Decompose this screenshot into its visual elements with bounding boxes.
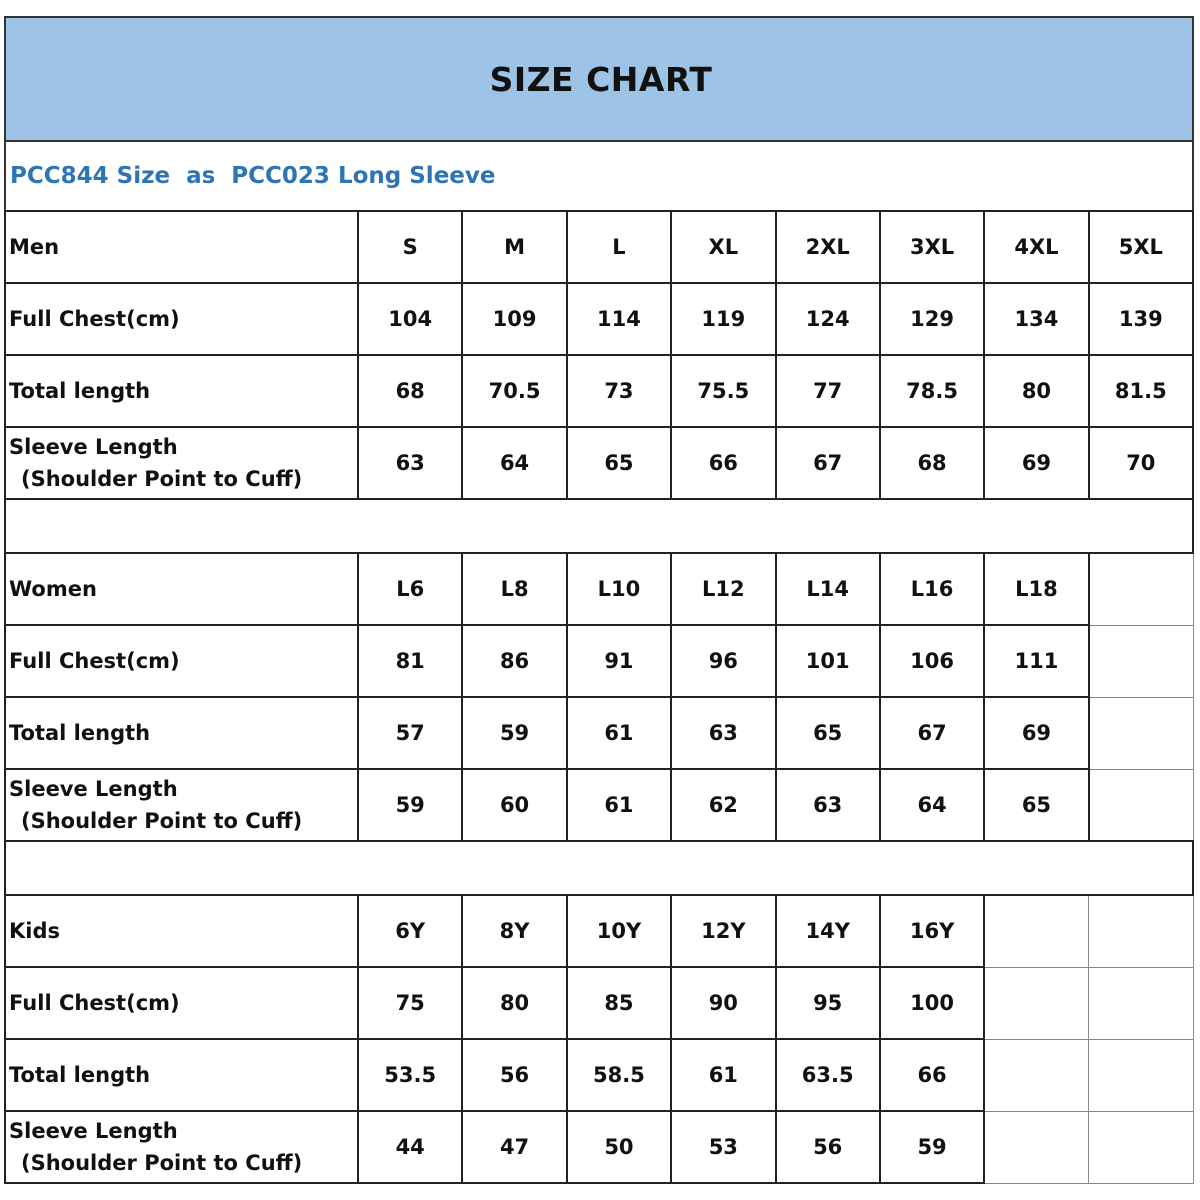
row-label (5, 625, 358, 697)
measurement-cell: 124 (776, 283, 880, 355)
size-header-cell: S (358, 211, 462, 283)
title-bar (4, 16, 1194, 142)
measurement-cell: 80 (984, 355, 1088, 427)
measurement-cell (984, 967, 1088, 1039)
measurement-cell: 63 (776, 769, 880, 841)
measurement-cell: 66 (671, 427, 775, 499)
measurement-cell: 81.5 (1089, 355, 1193, 427)
measurement-cell: 66 (880, 1039, 984, 1111)
row-label-text: Total length (9, 1063, 151, 1087)
women-section-label (5, 553, 358, 625)
row-label-text: Total length (9, 721, 151, 745)
measurement-cell: 90 (671, 967, 775, 1039)
table-row (5, 1111, 1193, 1183)
measurement-cell: 68 (358, 355, 462, 427)
size-table-body (5, 211, 1193, 1183)
measurement-cell: 134 (984, 283, 1088, 355)
measurement-cell: 100 (880, 967, 984, 1039)
table-row (5, 427, 1193, 499)
measurement-cell: 69 (984, 697, 1088, 769)
measurement-cell: 86 (462, 625, 566, 697)
section-spacer-cell (5, 841, 1193, 895)
size-header-cell: L6 (358, 553, 462, 625)
row-label (5, 427, 358, 499)
measurement-cell: 109 (462, 283, 566, 355)
men-section-label (5, 211, 358, 283)
measurement-cell: 65 (567, 427, 671, 499)
measurement-cell (1089, 967, 1193, 1039)
size-header-cell: 14Y (776, 895, 880, 967)
row-label (5, 967, 358, 1039)
size-header-cell: L12 (671, 553, 775, 625)
measurement-cell (1089, 1111, 1193, 1183)
measurement-cell: 78.5 (880, 355, 984, 427)
measurement-cell: 56 (776, 1111, 880, 1183)
section-spacer-cell (5, 499, 1193, 553)
measurement-cell: 80 (462, 967, 566, 1039)
size-header-cell: L10 (567, 553, 671, 625)
measurement-cell: 75.5 (671, 355, 775, 427)
row-label-text: Women (9, 577, 97, 601)
measurement-cell: 104 (358, 283, 462, 355)
measurement-cell: 61 (671, 1039, 775, 1111)
size-header-cell: L (567, 211, 671, 283)
size-header-cell: XL (671, 211, 775, 283)
page-title: SIZE CHART (489, 59, 713, 99)
measurement-cell: 64 (462, 427, 566, 499)
size-header-cell: 6Y (358, 895, 462, 967)
measurement-cell: 114 (567, 283, 671, 355)
row-label-subtext: (Shoulder Point to Cuff) (21, 809, 303, 833)
measurement-cell (984, 1039, 1088, 1111)
row-label-text: Full Chest(cm) (9, 649, 180, 673)
table-row (5, 283, 1193, 355)
row-label (5, 1111, 358, 1183)
size-chart-sheet (4, 16, 1194, 1184)
size-header-cell: L8 (462, 553, 566, 625)
table-row (5, 697, 1193, 769)
row-label-text: Full Chest(cm) (9, 307, 180, 331)
size-header-cell: L16 (880, 553, 984, 625)
table-row (5, 1039, 1193, 1111)
measurement-cell: 81 (358, 625, 462, 697)
row-label-subtext: (Shoulder Point to Cuff) (21, 1151, 303, 1175)
measurement-cell: 70 (1089, 427, 1193, 499)
size-header-cell: L14 (776, 553, 880, 625)
measurement-cell: 119 (671, 283, 775, 355)
measurement-cell: 67 (880, 697, 984, 769)
measurement-cell: 106 (880, 625, 984, 697)
measurement-cell: 68 (880, 427, 984, 499)
row-label (5, 697, 358, 769)
kids-section-label (5, 895, 358, 967)
size-header-cell: 8Y (462, 895, 566, 967)
row-label-text: Sleeve Length (9, 435, 178, 459)
row-label-text: Sleeve Length (9, 777, 178, 801)
size-header-cell (1089, 895, 1193, 967)
size-header-cell: 10Y (567, 895, 671, 967)
section-spacer-row (5, 499, 1193, 553)
measurement-cell: 64 (880, 769, 984, 841)
table-row (5, 967, 1193, 1039)
measurement-cell (1089, 625, 1193, 697)
measurement-cell: 65 (776, 697, 880, 769)
measurement-cell (984, 1111, 1088, 1183)
row-label-text: Total length (9, 379, 151, 403)
measurement-cell: 77 (776, 355, 880, 427)
measurement-cell: 53.5 (358, 1039, 462, 1111)
measurement-cell: 44 (358, 1111, 462, 1183)
measurement-cell: 58.5 (567, 1039, 671, 1111)
measurement-cell: 63 (358, 427, 462, 499)
measurement-cell: 139 (1089, 283, 1193, 355)
measurement-cell: 63 (671, 697, 775, 769)
size-header-cell (984, 895, 1088, 967)
row-label-text: Sleeve Length (9, 1119, 178, 1143)
measurement-cell: 61 (567, 769, 671, 841)
measurement-cell: 73 (567, 355, 671, 427)
size-header-cell: 2XL (776, 211, 880, 283)
men-size-header-row (5, 211, 1193, 283)
row-label-text: Men (9, 235, 60, 259)
table-row (5, 769, 1193, 841)
measurement-cell: 59 (880, 1111, 984, 1183)
measurement-cell: 59 (462, 697, 566, 769)
measurement-cell: 67 (776, 427, 880, 499)
size-header-cell: 12Y (671, 895, 775, 967)
measurement-cell: 129 (880, 283, 984, 355)
measurement-cell: 63.5 (776, 1039, 880, 1111)
measurement-cell (1089, 769, 1193, 841)
measurement-cell: 75 (358, 967, 462, 1039)
measurement-cell: 69 (984, 427, 1088, 499)
kids-size-header-row (5, 895, 1193, 967)
size-header-cell: M (462, 211, 566, 283)
measurement-cell: 56 (462, 1039, 566, 1111)
size-header-cell: L18 (984, 553, 1088, 625)
measurement-cell: 91 (567, 625, 671, 697)
measurement-cell: 57 (358, 697, 462, 769)
row-label-text: Full Chest(cm) (9, 991, 180, 1015)
measurement-cell: 47 (462, 1111, 566, 1183)
size-header-cell: 4XL (984, 211, 1088, 283)
measurement-cell: 62 (671, 769, 775, 841)
row-label-text: Kids (9, 919, 61, 943)
measurement-cell: 85 (567, 967, 671, 1039)
section-spacer-row (5, 841, 1193, 895)
measurement-cell (1089, 1039, 1193, 1111)
row-label (5, 283, 358, 355)
measurement-cell: 60 (462, 769, 566, 841)
women-size-header-row (5, 553, 1193, 625)
table-row (5, 625, 1193, 697)
measurement-cell: 53 (671, 1111, 775, 1183)
row-label (5, 1039, 358, 1111)
measurement-cell: 95 (776, 967, 880, 1039)
measurement-cell: 70.5 (462, 355, 566, 427)
size-header-cell: 16Y (880, 895, 984, 967)
row-label (5, 355, 358, 427)
table-row (5, 355, 1193, 427)
measurement-cell: 65 (984, 769, 1088, 841)
measurement-cell: 59 (358, 769, 462, 841)
row-label-subtext: (Shoulder Point to Cuff) (21, 467, 303, 491)
measurement-cell: 61 (567, 697, 671, 769)
size-header-cell: 3XL (880, 211, 984, 283)
measurement-cell: 96 (671, 625, 775, 697)
measurement-cell: 50 (567, 1111, 671, 1183)
measurement-cell: 101 (776, 625, 880, 697)
measurement-cell (1089, 697, 1193, 769)
size-header-cell (1089, 553, 1193, 625)
row-label (5, 769, 358, 841)
size-header-cell: 5XL (1089, 211, 1193, 283)
subtitle: PCC844 Size as PCC023 Long Sleeve (4, 142, 1194, 210)
size-table (4, 210, 1194, 1184)
measurement-cell: 111 (984, 625, 1088, 697)
